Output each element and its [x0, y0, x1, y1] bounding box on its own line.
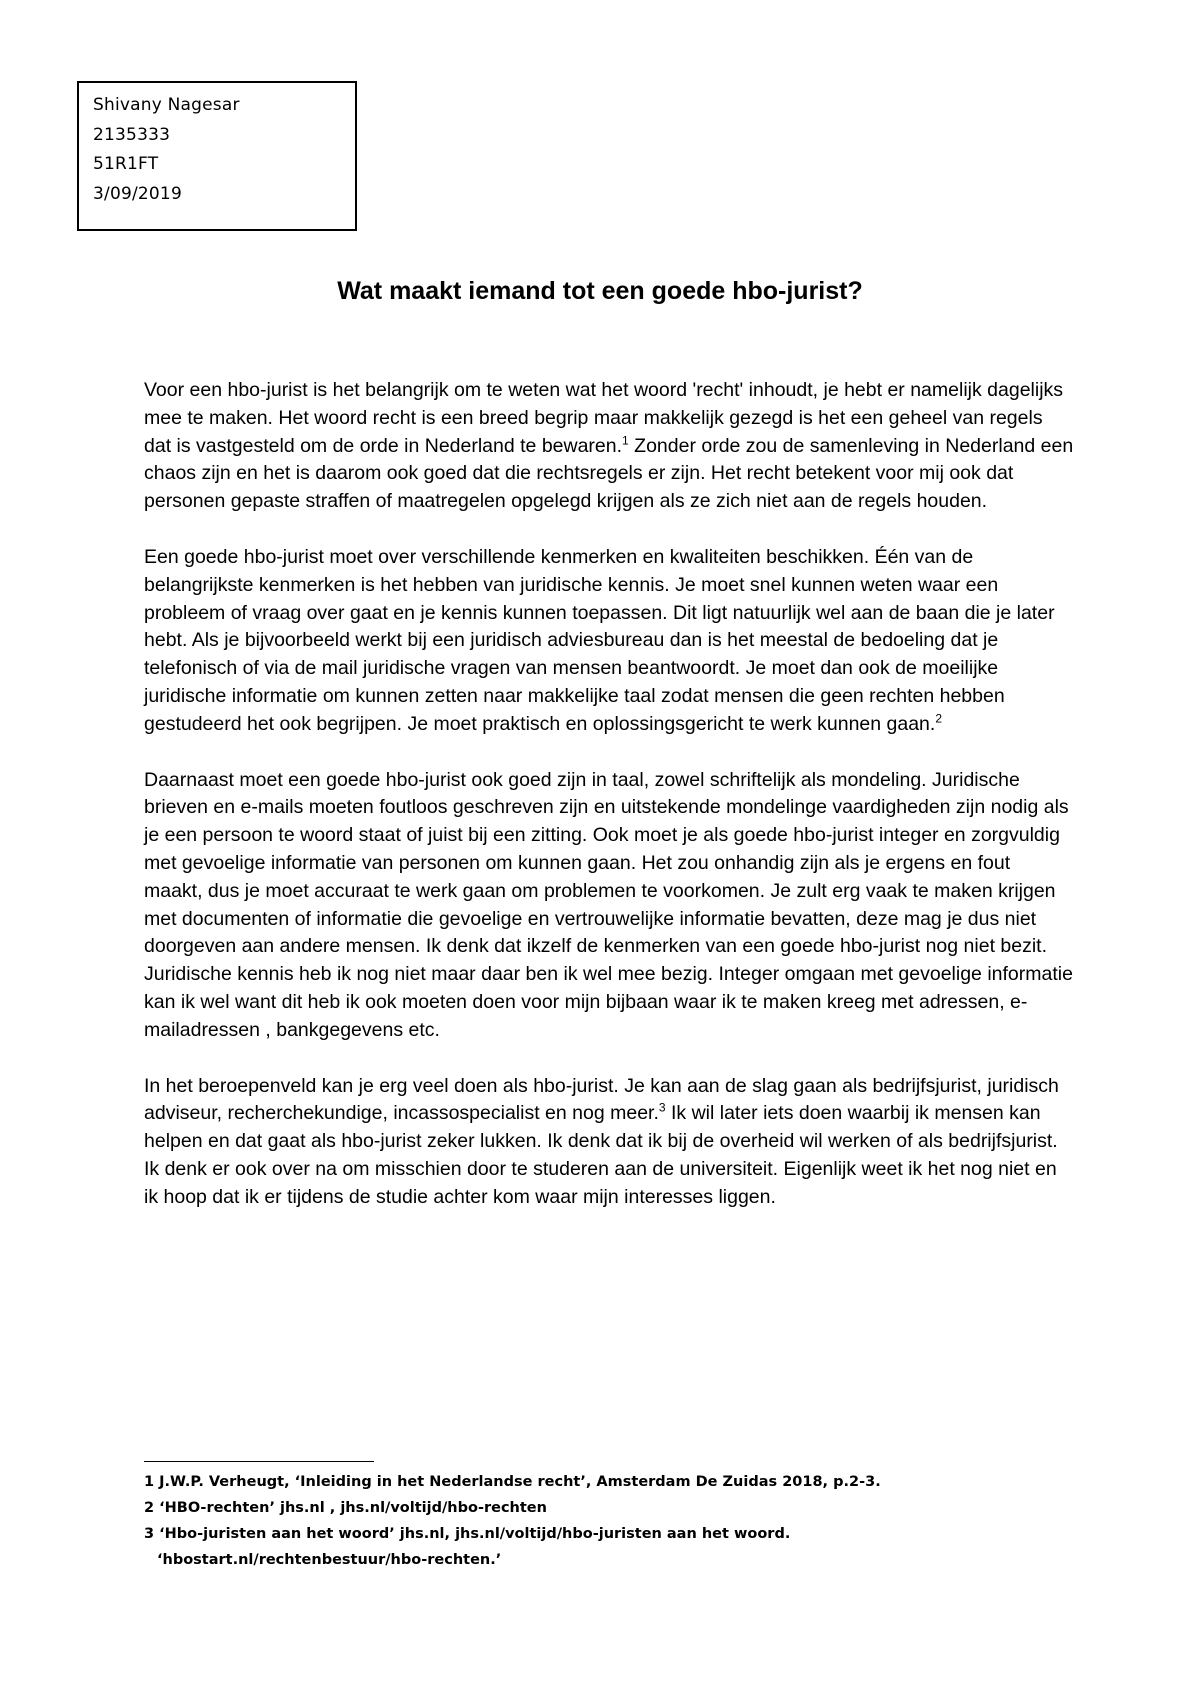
student-info-box: [77, 81, 357, 231]
paragraph-2-text-a: Een goede hbo-jurist moet over verschillende kenmerken en kwaliteiten beschikken. Één van de belangrijkste kenmerken is het hebben van juridische kennis. Je moet snel kunnen weten waar een probleem of vraag over gaat en je kennis kunnen toepassen. Dit ligt natuurlijk wel aan de baan die je later hebt. Als je bijvoorbeeld werkt bij een juridisch adviesbureau dan is het meestal de bedoeling dat je telefonisch of via de mail juridische vragen van mensen beantwoordt. Je moet dan ook de moeilijke juridische informatie om kunnen zetten naar makkelijke taal zodat mensen die geen rechten hebben gestudeerd het ook begrijpen. Je moet praktisch en oplossingsgericht te werk kunnen gaan.: [144, 545, 1055, 735]
student-number: 2135333: [93, 124, 171, 145]
footnote-ref-1: 1: [622, 433, 629, 448]
document-date: 3/09/2019: [93, 183, 182, 204]
footnote-ref-3: 3: [658, 1100, 666, 1115]
footnote-3-continuation: ‘hbostart.nl/rechtenbestuur/hbo-rechten.’: [157, 1552, 502, 1568]
paragraph-4-text-a: In het beroepenveld kan je erg veel doen als hbo-jurist. Je kan aan de slag gaan als bedrijfsjurist, juridisch adviseur, recherchekundige, incassospecialist en nog meer.: [144, 1074, 1059, 1125]
document-title: Wat maakt iemand tot een goede hbo-jurist?: [337, 277, 863, 305]
footnotes: [144, 1469, 1074, 1573]
paragraph-3: [144, 767, 1074, 1045]
paragraph-4: [144, 1073, 1074, 1212]
footnote-1: 1 J.W.P. Verheugt, ‘Inleiding in het Nederlandse recht’, Amsterdam De Zuidas 2018, p.2-3.: [144, 1474, 881, 1490]
paragraph-3-text: Daarnaast moet een goede hbo-jurist ook goed zijn in taal, zowel schriftelijk als mondeling. Juridische brieven en e-mails moeten foutloos geschreven zijn en uitstekende mondelinge vaardigheden zijn nodig als je een persoon te woord staat of juist bij een zitting. Ook moet je als goede hbo-jurist integer en zorgvuldig met gevoelige informatie van personen om kunnen gaan. Het zou onhandig zijn als je ergens en fout maakt, dus je moet accuraat te werk gaan om problemen te voorkomen. Je zult erg vaak te maken krijgen met documenten of informatie die gevoelige en vertrouwelijke informatie bevatten, deze mag je dus niet doorgeven aan andere mensen. Ik denk dat ikzelf de kenmerken van een goede hbo-jurist nog niet bezit. Juridische kennis heb ik nog niet maar daar ben ik wel mee bezig. Integer omgaan met gevoelige informatie kan ik wel want dit heb ik ook moeten doen voor mijn bijbaan waar ik te maken kreeg met adressen, e-mailadressen , bankgegevens etc.: [144, 768, 1073, 1041]
class-code: 51R1FT: [93, 154, 159, 174]
paragraph-1-text-a: Voor een hbo-jurist is het belangrijk om te weten wat het woord 'recht' inhoudt, je hebt er namelijk dagelijks mee te maken. Het woord recht is een breed begrip maar makkelijk gezegd is het een geheel van regels dat is vastgesteld om de orde in Nederland te bewaren.: [144, 379, 1064, 457]
paragraph-1-text-b: Zonder orde zou de samenleving in Nederland een chaos zijn en het is daarom ook goed dat die rechtsregels er zijn. Het recht betekent voor mij ook dat personen gepaste straffen of maatregelen opgelegd krijgen als ze zich niet aan de regels houden.: [144, 434, 1074, 513]
footnote-separator: [144, 1461, 374, 1462]
footnote-3: 3 ‘Hbo-juristen aan het woord’ jhs.nl, jhs.nl/voltijd/hbo-juristen aan het woord.: [144, 1526, 791, 1542]
footnote-2: 2 ‘HBO-rechten’ jhs.nl , jhs.nl/voltijd/hbo-rechten: [144, 1500, 547, 1516]
student-name: Shivany Nagesar: [93, 95, 240, 115]
paragraph-1: [144, 377, 1074, 516]
footnote-ref-2: 2: [935, 711, 943, 726]
paragraph-2: [144, 544, 1074, 739]
paragraph-4-text-b: Ik wil later iets doen waarbij ik mensen kan helpen en dat gaat als hbo-jurist zeker lukken. Ik denk dat ik bij de overheid wil werken of als bedrijfsjurist. Ik denk er ook over na om misschien door te studeren aan de universiteit. Eigenlijk weet ik het nog niet en ik hoop dat ik er tijdens de studie achter kom waar mijn interesses liggen.: [144, 1102, 1058, 1208]
document-body: [144, 377, 1074, 1240]
